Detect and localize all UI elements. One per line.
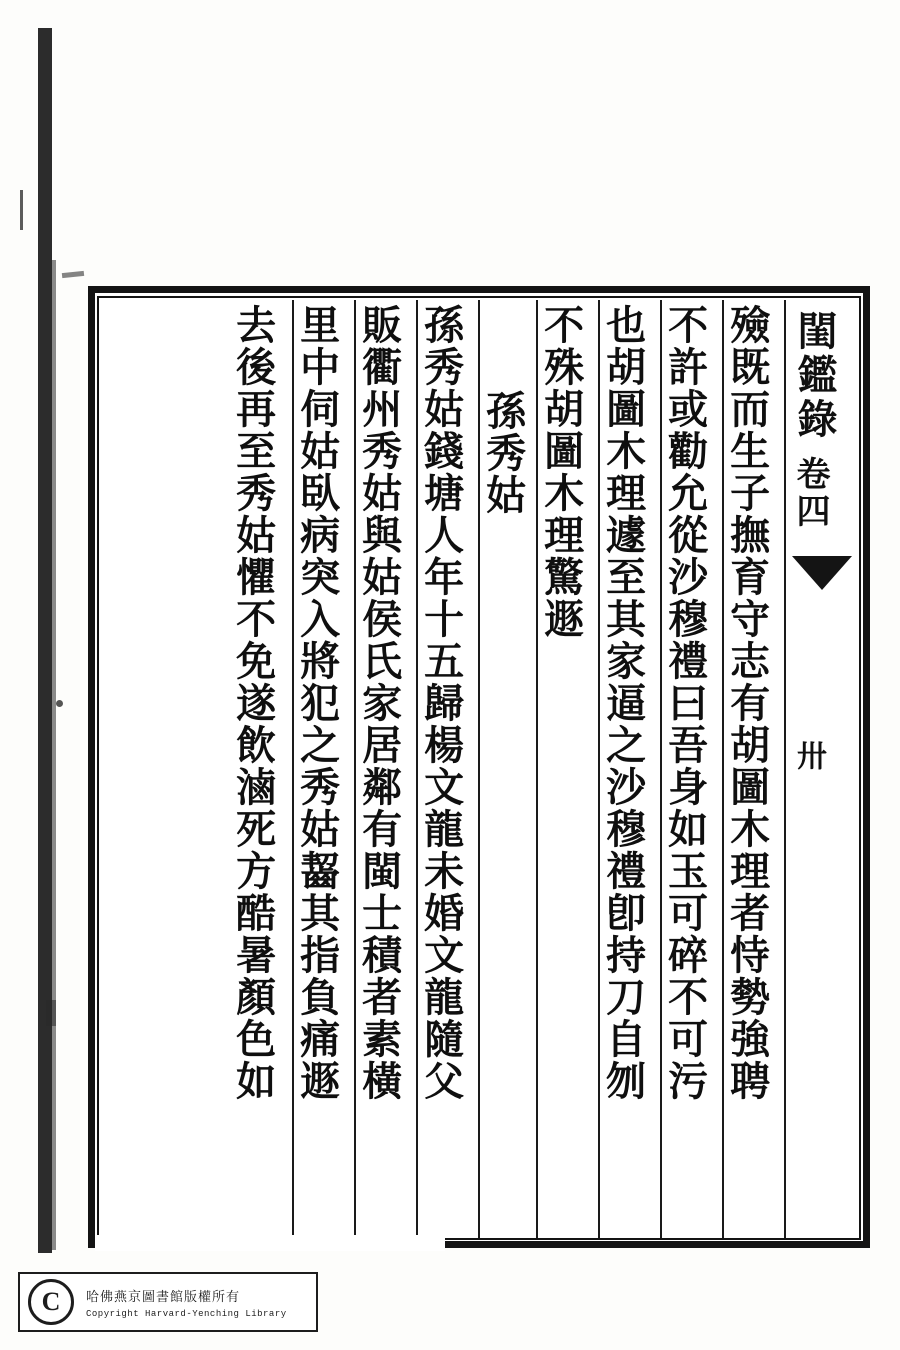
column-text: 里中伺姑臥病突入將犯之秀姑齧其指負痛遯 [293,304,341,1102]
scan-speck [46,1000,56,1026]
scan-speck [20,190,23,230]
text-column-6 [354,300,416,1238]
frame-bottom-gap [95,1235,445,1251]
column-text: 去後再至秀姑懼不免遂飲滷死方酷暑顏色如 [229,304,277,1102]
fish-tail-mark [792,556,852,590]
scan-edge-artifact-secondary [52,260,56,1250]
column-text: 孫秀姑錢塘人年十五歸楊文龍未婚文龍隨父 [417,304,465,1102]
folio-number: 卅 [791,740,826,770]
text-column-3 [598,300,660,1238]
section-heading-column [478,300,536,1238]
text-column-2 [660,300,722,1238]
stamp-text [86,1286,287,1319]
scan-edge-artifact [38,28,52,1253]
scan-speck [62,271,84,278]
text-column-4 [536,300,598,1238]
column-text: 不許或勸允從沙穆禮曰吾身如玉可碎不可污 [661,304,709,1102]
page-header-column [784,300,860,1238]
column-text: 販衢州秀姑與姑侯氏家居鄰有閩士積者素橫 [355,304,403,1102]
copyright-icon: C [28,1279,74,1325]
column-text: 殮既而生子撫育守志有胡圖木理者恃勢強聘 [723,304,771,1102]
column-text: 不殊胡圖木理驚遯 [537,304,585,640]
book-title: 閨鑑錄 [791,310,838,442]
section-heading: 孫秀姑 [479,390,527,516]
scan-speck [56,700,63,707]
text-block [100,300,860,1238]
juan-number: 卷四 [790,456,830,530]
text-column-1 [722,300,784,1238]
stamp-chinese-line: 哈佛燕京圖書館版權所有 [86,1289,241,1305]
library-copyright-stamp [18,1272,318,1332]
center-rule [784,300,786,1238]
column-text: 也胡圖木理遽至其家逼之沙穆禮卽持刀自刎 [599,304,647,1102]
text-column-5 [416,300,478,1238]
text-column-7 [292,300,354,1238]
stamp-english-line: Copyright Harvard-Yenching Library [86,1308,287,1319]
text-column-8 [230,300,292,1238]
